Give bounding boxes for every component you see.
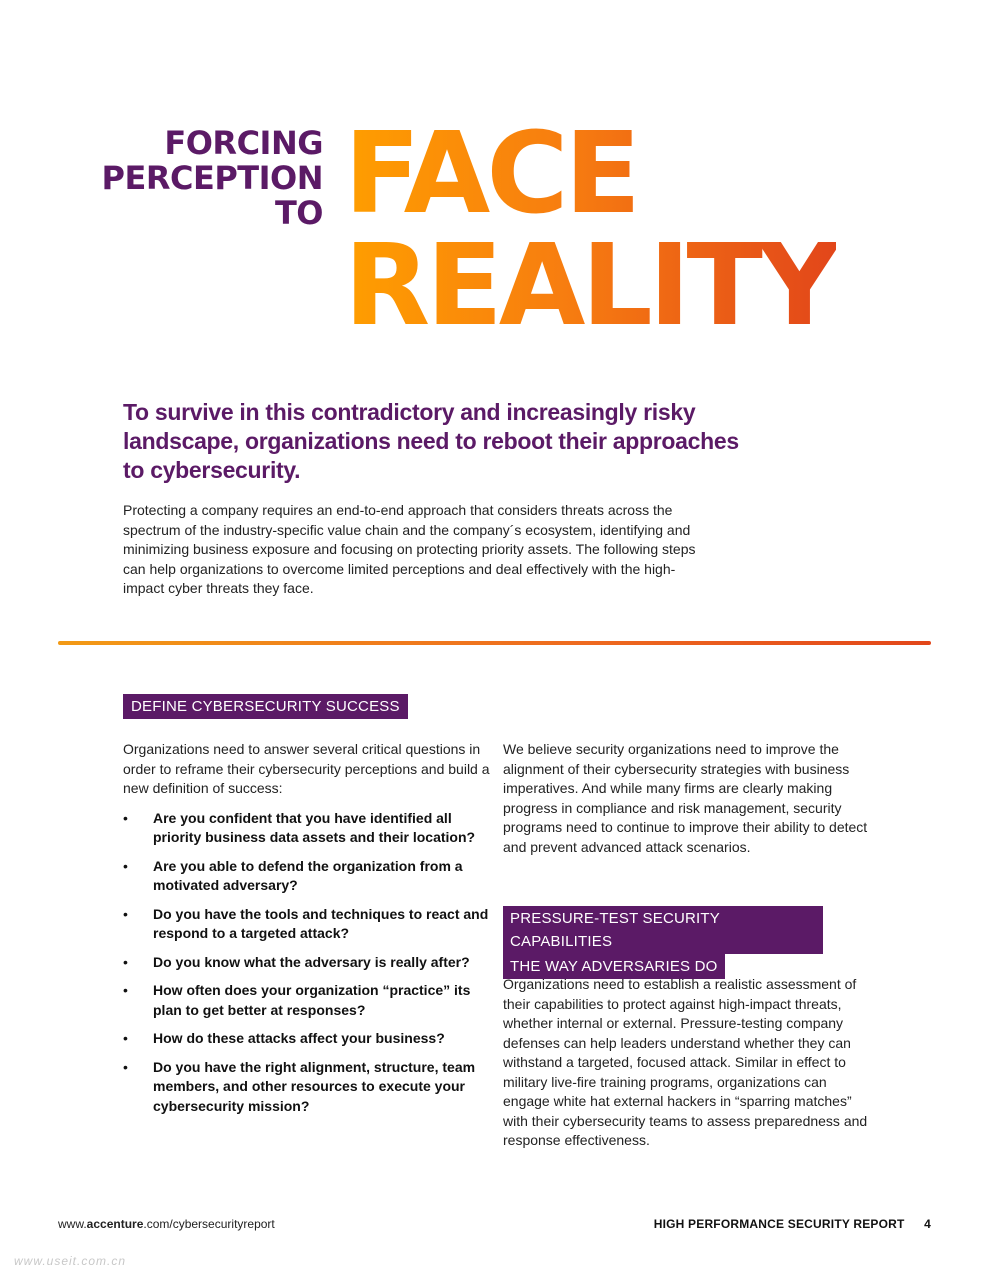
questions-intro: Organizations need to answer several critical questions in order to reframe their cybersecurity perceptions and build a new definition of success: [123, 741, 490, 796]
pressure-test-paragraph: Organizations need to establish a realistic assessment of their capabilities to protect against high-impact threats, whether internal or external. Pressure-testing company defenses can help leaders understand whether they can withstand a targeted, focused attack. Similar in effect to military live-fire training programs, organizations can engage white hat external hackers in “sparring matches” with their cybersecurity teams to assess preparedness and response effectiveness. [503, 976, 868, 1148]
list-item [123, 905, 493, 944]
question-text: Do you know what the adversary is really after? [153, 953, 470, 970]
title-prefix-line: FORCING [164, 124, 323, 162]
title-main-line: REALITY [344, 221, 836, 351]
section-tag-label: DEFINE CYBERSECURITY SUCCESS [123, 694, 408, 719]
footer-report-title: HIGH PERFORMANCE SECURITY REPORT [653, 1217, 905, 1231]
bullet-icon: • [123, 857, 128, 874]
section-tag-define-success [123, 694, 408, 719]
list-item [123, 1029, 493, 1049]
section-tag-label: PRESSURE-TEST SECURITY CAPABILITIES [503, 906, 823, 954]
section-tag-label: THE WAY ADVERSARIES DO [503, 954, 725, 979]
right-column [503, 740, 868, 857]
footer-url-link[interactable] [58, 1217, 275, 1231]
footer-url-prefix: www. [58, 1217, 87, 1231]
footer-report [654, 1217, 931, 1231]
page-number: 4 [924, 1217, 931, 1231]
alignment-paragraph: We believe security organizations need to improve the alignment of their cybersecurity strategies with business imperatives. And while many firms are clearly making progress in compliance and risk management, security programs need to continue to improve their ability to detect and prevent advanced attack scenarios. [503, 741, 868, 855]
bullet-icon: • [123, 982, 128, 998]
bullet-icon: • [123, 809, 128, 826]
question-text: How do these attacks affect your business? [153, 1030, 445, 1046]
section-divider [58, 641, 931, 645]
footer-url-brand: accenture [86, 1217, 144, 1231]
question-text: Do you have the tools and techniques to react and respond to a targeted attack? [153, 905, 489, 941]
left-column [123, 740, 493, 1125]
bullet-icon: • [123, 1058, 128, 1075]
bullet-icon: • [123, 905, 128, 922]
question-text: Do you have the right alignment, structure, team members, and other resources to execute your cybersecurity mission? [153, 1058, 476, 1114]
section-tag-pressure-test [503, 906, 823, 979]
lead-heading: To survive in this contradictory and increasingly risky landscape, organizations need to reboot their approaches to cybersecurity. [123, 399, 739, 483]
list-item [123, 809, 493, 848]
list-item [123, 953, 493, 973]
title-prefix-line: PERCEPTION [101, 159, 323, 197]
watermark: www.useit.com.cn [14, 1254, 127, 1268]
title-main-line: FACE [344, 109, 638, 239]
question-text: How often does your organization “practice” its plan to get better at responses? [153, 982, 471, 1018]
title-main [344, 109, 836, 351]
question-text: Are you able to defend the organization from a motivated adversary? [153, 857, 463, 893]
questions-list [123, 809, 493, 1117]
list-item [123, 981, 493, 1020]
bullet-icon: • [123, 1030, 128, 1046]
footer-url-suffix: .com/cybersecurityreport [143, 1217, 275, 1231]
title-prefix-line: TO [274, 194, 323, 232]
title-prefix [102, 126, 323, 231]
intro-paragraph: Protecting a company requires an end-to-end approach that considers threats across the spectrum of the industry-specific value chain and the company´s ecosystem, identifying and minimizing business exposure and focusing on protecting priority assets. The following steps can help organizations to overcome limited perceptions and deal effectively with the high-impact cyber threats they face. [123, 502, 696, 596]
question-text: Are you confident that you have identified all priority business data assets and their location? [153, 809, 476, 845]
list-item [123, 1058, 493, 1117]
bullet-icon: • [123, 953, 128, 970]
list-item [123, 857, 493, 896]
